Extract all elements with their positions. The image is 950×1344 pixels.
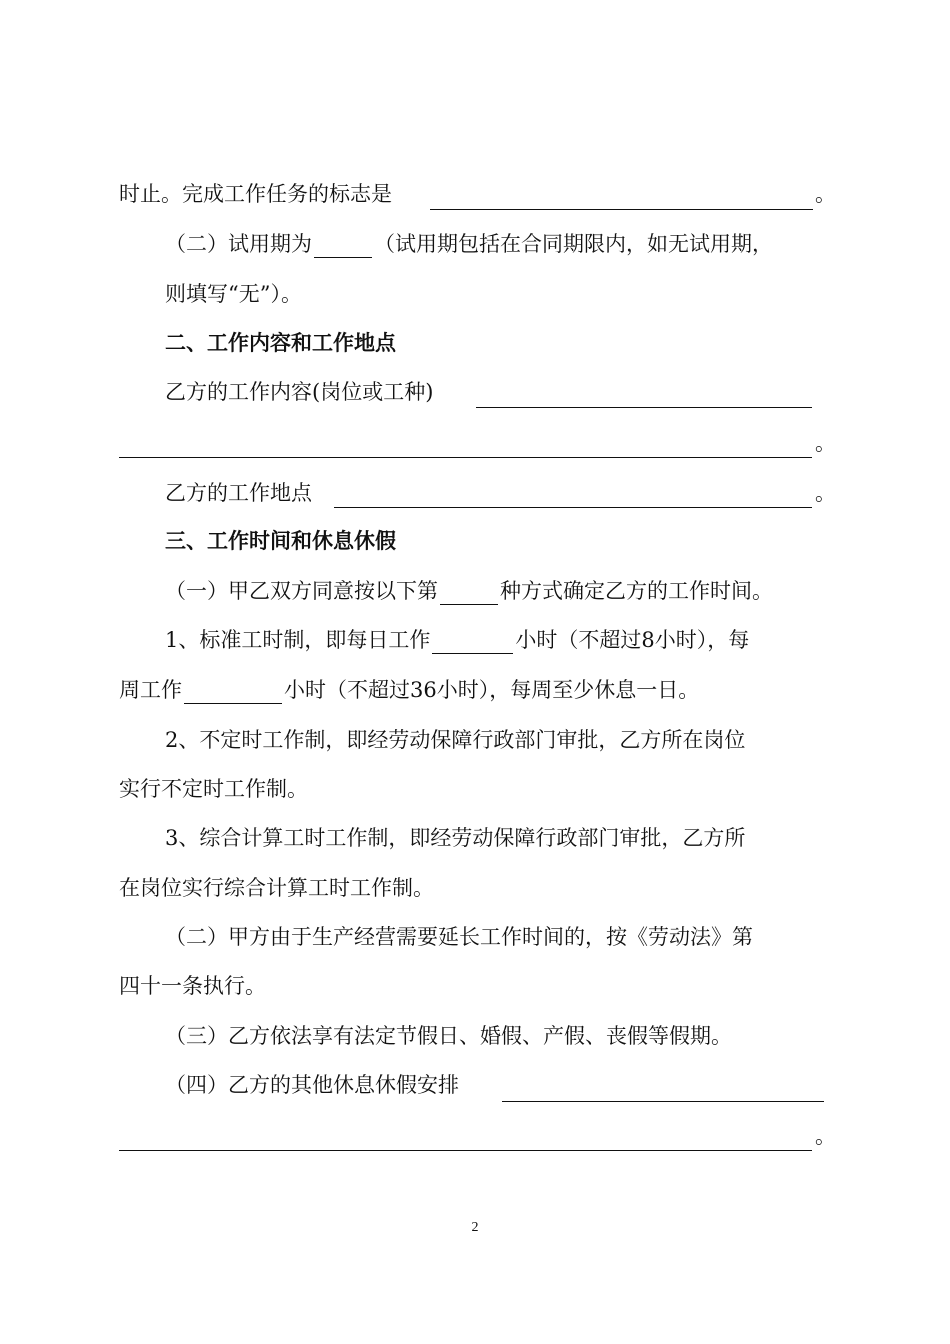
line-end: 。 (815, 1124, 836, 1148)
line-text: （二）试用期为 (165, 232, 312, 256)
probation-period-blank[interactable] (314, 231, 372, 258)
job-content-blank-2[interactable] (119, 457, 812, 458)
text-line: 实行不定时工作制。 (119, 777, 308, 801)
text-line: （四）乙方的其他休息休假安排 (165, 1073, 459, 1097)
line-end: 。 (815, 481, 836, 505)
other-leave-blank-2[interactable] (119, 1150, 812, 1151)
section-heading: 三、工作时间和休息休假 (165, 528, 396, 553)
text-line (119, 676, 699, 704)
task-completion-blank[interactable] (430, 209, 813, 210)
text-line: 2、不定时工作制，即经劳动保障行政部门审批，乙方所在岗位 (165, 728, 746, 752)
daily-hours-blank[interactable] (432, 627, 513, 654)
text-line (165, 577, 773, 605)
line-text: （一）甲乙双方同意按以下第 (165, 579, 438, 603)
line-text: 时止。完成工作任务的标志是 (119, 182, 392, 206)
line-text: 周工作 (119, 678, 182, 702)
line-text: 小时（不超过8小时），每 (515, 628, 750, 652)
line-end: 。 (815, 431, 836, 455)
text-line (119, 180, 392, 208)
other-leave-blank[interactable] (502, 1101, 824, 1102)
text-line: 乙方的工作地点 (165, 481, 312, 505)
work-time-method-blank[interactable] (440, 578, 498, 605)
line-end: 。 (815, 182, 836, 206)
page-number: 2 (471, 1220, 479, 1235)
line-text: 小时（不超过36小时），每周至少休息一日。 (284, 678, 700, 702)
section-heading: 二、工作内容和工作地点 (165, 330, 396, 355)
line-text: 1、标准工时制，即每日工作 (165, 628, 431, 652)
line-text: 种方式确定乙方的工作时间。 (500, 579, 773, 603)
text-line: 3、综合计算工时工作制，即经劳动保障行政部门审批，乙方所 (165, 826, 746, 850)
line-text: （试用期包括在合同期限内，如无试用期， (374, 232, 773, 256)
text-line (165, 230, 773, 258)
text-line: 乙方的工作内容(岗位或工种) (165, 380, 434, 404)
text-line: （三）乙方依法享有法定节假日、婚假、产假、丧假等假期。 (165, 1024, 732, 1048)
text-line: 则填写“无”）。 (165, 282, 302, 306)
text-line: （二）甲方由于生产经营需要延长工作时间的，按《劳动法》第 (165, 925, 753, 949)
text-line (165, 626, 749, 654)
text-line: 四十一条执行。 (119, 974, 266, 998)
work-location-blank[interactable] (334, 507, 812, 508)
job-content-blank[interactable] (476, 407, 812, 408)
weekly-hours-blank[interactable] (184, 677, 282, 704)
text-line: 在岗位实行综合计算工时工作制。 (119, 876, 434, 900)
